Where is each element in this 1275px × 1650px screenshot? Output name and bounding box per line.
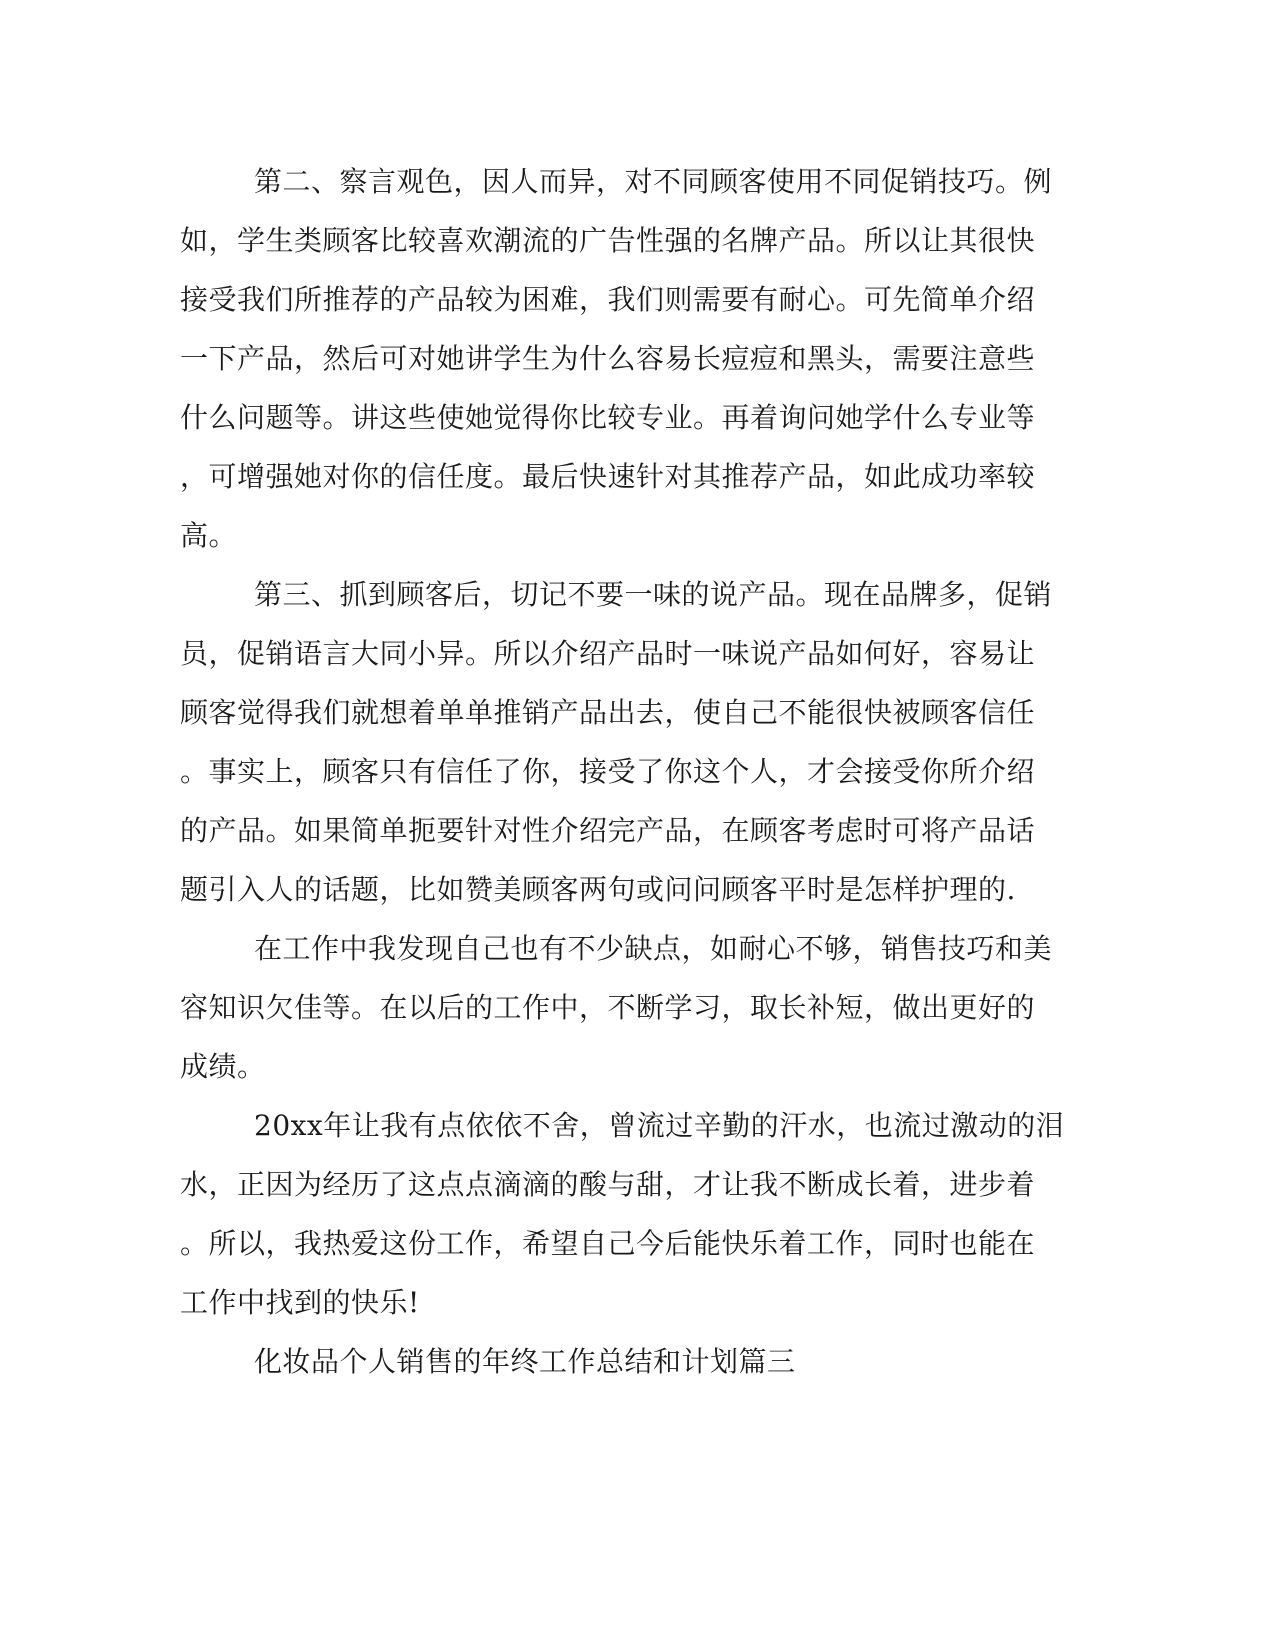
paragraph-year-reflection xyxy=(180,1104,1065,1340)
text-line: 如，学生类顾客比较喜欢潮流的广告性强的名牌产品。所以让其很快 xyxy=(180,224,1036,257)
paragraph-second-tip xyxy=(180,160,1053,573)
text-line: ，可增强她对你的信任度。最后快速针对其推荐产品，如此成功率较 xyxy=(180,460,1036,493)
text-line: 接受我们所推荐的产品较为困难，我们则需要有耐心。可先简单介绍 xyxy=(180,283,1036,316)
text-line: 的产品。如果简单扼要针对性介绍完产品，在顾客考虑时可将产品话 xyxy=(180,814,1036,847)
text-line: 水，正因为经历了这点点滴滴的酸与甜，才让我不断成长着，进步着 xyxy=(180,1168,1036,1201)
text-line: 高。 xyxy=(180,519,238,552)
text-line: 题引入人的话题，比如赞美顾客两句或问问顾客平时是怎样护理的. xyxy=(180,873,1016,906)
text-line: 容知识欠佳等。在以后的工作中，不断学习，取长补短，做出更好的 xyxy=(180,991,1036,1024)
text-line: 第二、察言观色，因人而异，对不同顾客使用不同促销技巧。例 xyxy=(254,165,1053,198)
text-line: 第三、抓到顾客后，切记不要一味的说产品。现在品牌多，促销 xyxy=(254,578,1053,611)
text-line: 员，促销语言大同小异。所以介绍产品时一味说产品如何好，容易让 xyxy=(180,637,1036,670)
text-line: 。所以，我热爱这份工作，希望自己今后能快乐着工作，同时也能在 xyxy=(180,1227,1036,1260)
paragraph-section-title xyxy=(180,1340,1040,1399)
text-line: 成绩。 xyxy=(180,1050,266,1083)
text-line: 一下产品，然后可对她讲学生为什么容易长痘痘和黑头，需要注意些 xyxy=(180,342,1036,375)
text-line: 在工作中我发现自己也有不少缺点，如耐心不够，销售技巧和美 xyxy=(254,932,1053,965)
text-line: 什么问题等。讲这些使她觉得你比较专业。再着询问她学什么专业等 xyxy=(180,401,1036,434)
section-heading: 化妆品个人销售的年终工作总结和计划篇三 xyxy=(254,1345,796,1378)
text-line: 20xx年让我有点依依不舍，曾流过辛勤的汗水，也流过激动的泪 xyxy=(254,1109,1065,1142)
text-line: 顾客觉得我们就想着单单推销产品出去，使自己不能很快被顾客信任 xyxy=(180,696,1036,729)
text-line: 。事实上，顾客只有信任了你，接受了你这个人，才会接受你所介绍 xyxy=(180,755,1036,788)
paragraph-third-tip xyxy=(180,573,1053,927)
document-body xyxy=(180,160,1065,1399)
text-line: 工作中找到的快乐! xyxy=(180,1286,420,1319)
paragraph-shortcomings xyxy=(180,927,1053,1104)
